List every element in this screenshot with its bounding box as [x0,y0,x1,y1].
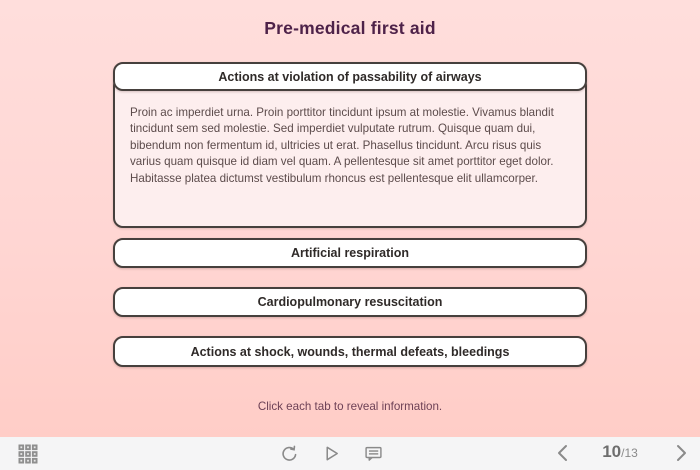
play-icon [322,444,341,463]
page-current: 10 [602,442,622,461]
page-indicator [585,442,655,462]
tab-cardiopulmonary-resuscitation[interactable]: Cardiopulmonary resuscitation [113,287,587,317]
grid-menu-button[interactable] [17,443,39,465]
grid-menu-icon [18,444,38,464]
comment-icon [364,444,383,463]
tab-artificial-respiration[interactable]: Artificial respiration [113,238,587,268]
replay-button[interactable] [278,442,300,464]
previous-slide-button[interactable] [552,442,574,464]
next-icon [672,443,690,463]
player-toolbar [0,437,700,470]
tab-shock-wounds-bleedings[interactable]: Actions at shock, wounds, thermal defeats, bleedings [113,336,587,367]
page-total: /13 [621,446,638,460]
comment-button[interactable] [362,442,384,464]
page-title: Pre-medical first aid [264,18,436,38]
tab-content-panel [113,76,587,228]
instruction-text: Click each tab to reveal information. [257,400,443,413]
replay-icon [280,444,299,463]
tab-airways[interactable]: Actions at violation of passability of airways [113,62,587,91]
next-slide-button[interactable] [670,442,692,464]
previous-icon [554,443,572,463]
play-button[interactable] [320,442,342,464]
tab-content-text: Proin ac imperdiet urna. Proin porttitor tincidunt ipsum at molestie. Vivamus blandit tincidunt sem sed molestie. Sed imperdiet vulputate rutrum. Quisque quam dui, bibendum non fermentum id, ultricies ut erat. Phasellus tincidunt. Arcu risus quis varius quam quisque id diam vel quam. A pellentesque sit amet porttitor eget dolor. Habitasse platea dictumst vestibulum rhoncus est pellentesque elit ullamcorper. [130,106,554,185]
